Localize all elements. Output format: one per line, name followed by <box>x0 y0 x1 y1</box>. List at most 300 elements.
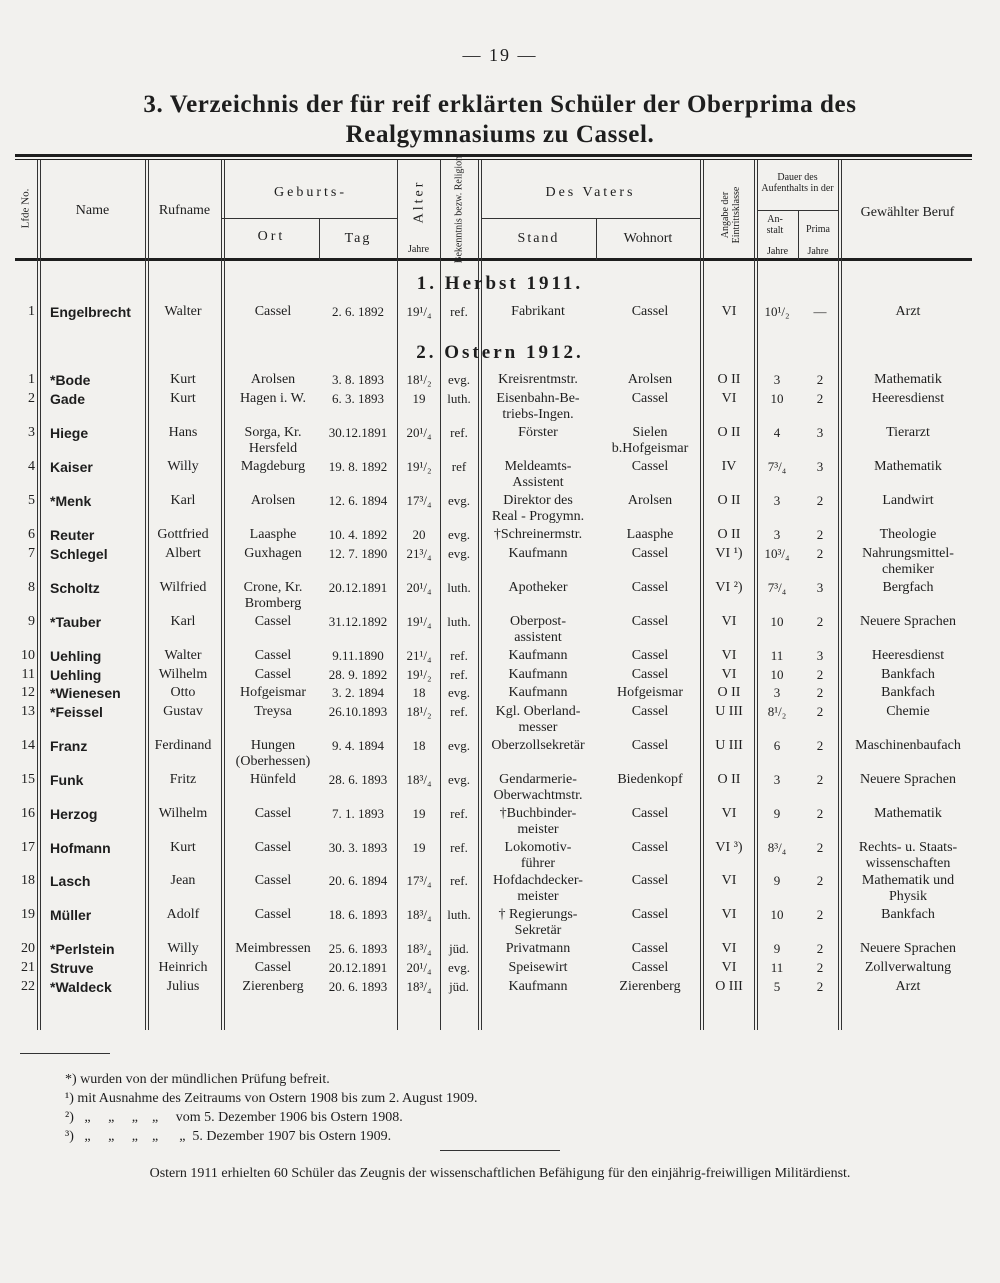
entry-class: VI <box>721 960 737 975</box>
years-in-prima: 2 <box>816 738 824 753</box>
entry-class: VI <box>721 391 737 406</box>
birth-date: 25. 6. 1893 <box>328 941 388 956</box>
father-occupation: Oberpost- assistent <box>510 614 566 645</box>
birth-place: Cassel <box>254 648 292 663</box>
student-name: *Wienesen <box>50 685 121 701</box>
father-residence: Arolsen <box>627 493 673 508</box>
entry-class: IV <box>721 459 737 474</box>
student-name: Hofmann <box>50 840 111 856</box>
first-name: Willy <box>167 459 199 474</box>
father-occupation: Oberzollsekretär <box>491 738 585 753</box>
father-occupation: Kreisrentmstr. <box>498 372 578 387</box>
birth-place: Sorga, Kr. Hersfeld <box>244 425 302 456</box>
years-in-prima: 2 <box>816 704 824 719</box>
father-occupation: Fabrikant <box>511 304 565 319</box>
age: 18 <box>412 738 426 753</box>
religion: evg. <box>447 738 471 753</box>
row-number: 16 <box>21 806 35 821</box>
table-top-rule <box>15 154 972 157</box>
chosen-career: Bankfach <box>881 907 935 922</box>
age: 18³/₄ <box>406 979 432 994</box>
header-wohnort: Wohnort <box>623 231 673 246</box>
entry-class: O II <box>717 685 741 700</box>
age: 19 <box>412 840 426 855</box>
row-number: 6 <box>28 527 35 542</box>
years-at-school: 3 <box>773 527 781 542</box>
first-name: Hans <box>168 425 198 440</box>
father-residence: Cassel <box>631 391 669 406</box>
first-name: Wilhelm <box>158 667 208 682</box>
age: 20¹/₄ <box>406 960 432 975</box>
age: 18³/₄ <box>406 907 432 922</box>
religion: luth. <box>447 907 471 922</box>
chosen-career: Landwirt <box>882 493 934 508</box>
religion: ref. <box>450 648 468 663</box>
birth-place: Guxhagen <box>244 546 302 561</box>
years-in-prima: 2 <box>816 546 824 561</box>
chosen-career: Neuere Sprachen <box>859 941 956 956</box>
father-residence: Cassel <box>631 546 669 561</box>
years-at-school: 3 <box>773 772 781 787</box>
years-in-prima: 2 <box>816 391 824 406</box>
years-in-prima: 2 <box>816 806 824 821</box>
father-residence: Cassel <box>631 806 669 821</box>
student-name: Lasch <box>50 873 91 889</box>
entry-class: VI <box>721 873 737 888</box>
years-at-school: 11 <box>770 960 784 975</box>
father-occupation: Kaufmann <box>508 667 568 682</box>
years-in-prima: 2 <box>816 527 824 542</box>
chosen-career: Tierarzt <box>886 425 930 440</box>
birth-place: Hungen (Oberhessen) <box>235 738 311 769</box>
header-lfde-no: Lfde No. <box>19 188 32 229</box>
years-at-school: 7³/₄ <box>767 580 787 595</box>
entry-class: O II <box>717 372 741 387</box>
years-in-prima: 3 <box>816 648 824 663</box>
father-occupation: Kaufmann <box>508 979 568 994</box>
birth-date: 28. 9. 1892 <box>328 667 388 682</box>
birth-date: 9.11.1890 <box>332 648 384 663</box>
years-at-school: 10¹/₂ <box>764 304 790 319</box>
entry-class: VI <box>721 667 737 682</box>
birth-place: Cassel <box>254 304 292 319</box>
age: 18 <box>412 685 426 700</box>
student-name: Engelbrecht <box>50 304 131 320</box>
father-residence: Hofgeismar <box>616 685 684 700</box>
first-name: Kurt <box>170 372 196 387</box>
header-geburts: Geburts- <box>274 185 347 200</box>
row-number: 10 <box>21 648 35 663</box>
age: 19 <box>412 806 426 821</box>
chosen-career: Bankfach <box>881 667 935 682</box>
religion: jüd. <box>449 979 469 994</box>
years-at-school: 5 <box>773 979 781 994</box>
father-occupation: †Schreinermstr. <box>493 527 583 542</box>
first-name: Otto <box>170 685 196 700</box>
header-dauer: Dauer des Aufenthalts in der <box>761 172 834 194</box>
birth-date: 3. 8. 1893 <box>332 372 384 387</box>
age: 20 <box>412 527 426 542</box>
chosen-career: Chemie <box>886 704 930 719</box>
row-number: 21 <box>21 960 35 975</box>
student-name: Uehling <box>50 648 102 664</box>
father-occupation: Hofdachdecker- meister <box>493 873 583 904</box>
header-des-vaters: Des Vaters <box>545 185 636 200</box>
chosen-career: Arzt <box>895 304 921 319</box>
first-name: Walter <box>164 648 202 663</box>
first-name: Ferdinand <box>154 738 212 753</box>
first-name: Albert <box>165 546 201 561</box>
chosen-career: Nahrungsmittel- chemiker <box>862 546 954 577</box>
entry-class: O III <box>715 979 743 994</box>
years-in-prima: — <box>813 304 827 319</box>
birth-place: Hünfeld <box>250 772 296 787</box>
years-at-school: 3 <box>773 493 781 508</box>
birth-place: Laasphe <box>249 527 297 542</box>
header-ort: Ort <box>257 229 286 244</box>
row-number: 8 <box>28 580 35 595</box>
entry-class: VI <box>721 648 737 663</box>
birth-date: 7. 1. 1893 <box>332 806 384 821</box>
entry-class: VI <box>721 304 737 319</box>
birth-place: Cassel <box>254 907 292 922</box>
entry-class: VI <box>721 806 737 821</box>
birth-date: 19. 8. 1892 <box>328 459 388 474</box>
entry-class: U III <box>715 704 743 719</box>
years-in-prima: 2 <box>816 873 824 888</box>
first-name: Gustav <box>163 704 203 719</box>
father-occupation: † Regierungs- Sekretär <box>498 907 578 938</box>
header-name: Name <box>75 203 110 218</box>
entry-class: VI ²) <box>715 580 743 595</box>
first-name: Karl <box>170 614 196 629</box>
father-residence: Arolsen <box>627 372 673 387</box>
row-number: 12 <box>21 685 35 700</box>
age: 21³/₄ <box>406 546 432 561</box>
religion: evg. <box>447 493 471 508</box>
religion: evg. <box>447 372 471 387</box>
father-residence: Cassel <box>631 704 669 719</box>
years-at-school: 9 <box>773 806 781 821</box>
father-occupation: Direktor des Real - Progymn. <box>491 493 585 524</box>
entry-class: U III <box>715 738 743 753</box>
religion: ref <box>451 459 467 474</box>
first-name: Wilhelm <box>158 806 208 821</box>
title-line-2: Realgymnasiums zu Cassel. <box>345 121 655 148</box>
row-number: 20 <box>21 941 35 956</box>
first-name: Walter <box>164 304 202 319</box>
birth-place: Hagen i. W. <box>239 391 307 406</box>
years-at-school: 10 <box>770 614 784 629</box>
religion: ref. <box>450 806 468 821</box>
footnote: ¹) mit Ausnahme des Zeitraums von Ostern 1908 bis zum 2. August 1909. <box>65 1091 478 1106</box>
father-occupation: Lokomotiv- führer <box>504 840 572 871</box>
years-at-school: 4 <box>773 425 781 440</box>
years-at-school: 7³/₄ <box>767 459 787 474</box>
age: 21¹/₄ <box>406 648 432 663</box>
father-residence: Cassel <box>631 304 669 319</box>
father-residence: Cassel <box>631 667 669 682</box>
father-residence: Laasphe <box>626 527 674 542</box>
father-occupation: Kgl. Oberland- messer <box>495 704 581 735</box>
birth-place: Cassel <box>254 806 292 821</box>
chosen-career: Theologie <box>879 527 937 542</box>
footnote: ³) „ „ „ „ „ 5. Dezember 1907 bis Ostern 1909. <box>65 1129 392 1144</box>
student-name: Scholtz <box>50 580 100 596</box>
birth-date: 31.12.1892 <box>328 614 388 629</box>
birth-date: 20. 6. 1894 <box>328 873 388 888</box>
student-name: Müller <box>50 907 92 923</box>
father-occupation: Apotheker <box>508 580 568 595</box>
father-occupation: †Buchbinder- meister <box>499 806 577 837</box>
years-at-school: 6 <box>773 738 781 753</box>
father-residence: Cassel <box>631 648 669 663</box>
footnotes <box>65 1070 478 1146</box>
first-name: Heinrich <box>158 960 208 975</box>
years-in-prima: 2 <box>816 372 824 387</box>
birth-place: Hofgeismar <box>239 685 307 700</box>
student-name: *Feissel <box>50 704 103 720</box>
birth-date: 2. 6. 1892 <box>332 304 384 319</box>
years-in-prima: 2 <box>816 772 824 787</box>
age: 17³/₄ <box>406 493 432 508</box>
age: 18¹/₂ <box>406 372 432 387</box>
father-occupation: Gendarmerie- Oberwachtmstr. <box>493 772 583 803</box>
father-residence: Cassel <box>631 960 669 975</box>
student-name: *Perlstein <box>50 941 115 957</box>
birth-date: 12. 6. 1894 <box>328 493 388 508</box>
first-name: Julius <box>166 979 200 994</box>
final-note: Ostern 1911 erhielten 60 Schüler das Zeugnis der wissenschaftlichen Befähigung für den einjährig-freiwilligen Militärdienst. <box>149 1166 851 1181</box>
years-at-school: 9 <box>773 941 781 956</box>
religion: ref. <box>450 667 468 682</box>
birth-place: Cassel <box>254 840 292 855</box>
chosen-career: Mathematik und Physik <box>861 873 955 904</box>
header-prima: Prima <box>806 224 830 235</box>
father-residence: Cassel <box>631 614 669 629</box>
father-residence: Cassel <box>631 459 669 474</box>
religion: ref. <box>450 873 468 888</box>
years-in-prima: 2 <box>816 493 824 508</box>
student-name: *Tauber <box>50 614 102 630</box>
years-at-school: 11 <box>770 648 784 663</box>
age: 17³/₄ <box>406 873 432 888</box>
chosen-career: Neuere Sprachen <box>859 614 956 629</box>
entry-class: VI <box>721 614 737 629</box>
years-at-school: 10 <box>770 667 784 682</box>
religion: luth. <box>447 614 471 629</box>
religion: ref. <box>450 704 468 719</box>
table-row <box>0 979 1000 1019</box>
age: 20¹/₄ <box>406 580 432 595</box>
page-title <box>0 90 1000 150</box>
father-occupation: Kaufmann <box>508 685 568 700</box>
religion: evg. <box>447 546 471 561</box>
father-residence: Sielen b.Hofgeismar <box>611 425 689 456</box>
father-occupation: Speisewirt <box>508 960 568 975</box>
father-occupation: Kaufmann <box>508 546 568 561</box>
row-number: 9 <box>28 614 35 629</box>
first-name: Kurt <box>170 391 196 406</box>
first-name: Adolf <box>166 907 200 922</box>
row-number: 4 <box>28 459 35 474</box>
student-name: Hiege <box>50 425 89 441</box>
religion: luth. <box>447 391 471 406</box>
years-in-prima: 2 <box>816 667 824 682</box>
student-name: *Waldeck <box>50 979 112 995</box>
birth-place: Cassel <box>254 960 292 975</box>
section-heading: 2. Ostern 1912. <box>416 342 584 363</box>
first-name: Kurt <box>170 840 196 855</box>
years-in-prima: 2 <box>816 907 824 922</box>
page-number: — 19 — <box>462 45 538 65</box>
birth-date: 10. 4. 1892 <box>328 527 388 542</box>
first-name: Jean <box>170 873 196 888</box>
father-residence: Cassel <box>631 873 669 888</box>
age: 18³/₄ <box>406 941 432 956</box>
years-in-prima: 3 <box>816 580 824 595</box>
student-name: Reuter <box>50 527 95 543</box>
chosen-career: Heeresdienst <box>871 391 945 406</box>
age: 19¹/₄ <box>406 304 432 319</box>
father-occupation: Privatmann <box>505 941 571 956</box>
religion: evg. <box>447 772 471 787</box>
final-rule <box>440 1150 560 1151</box>
row-number: 14 <box>21 738 35 753</box>
footnote: ²) „ „ „ „ vom 5. Dezember 1906 bis Ostern 1908. <box>65 1110 403 1125</box>
row-number: 15 <box>21 772 35 787</box>
row-number: 1 <box>28 304 35 319</box>
row-number: 19 <box>21 907 35 922</box>
birth-place: Arolsen <box>250 372 296 387</box>
age: 20¹/₄ <box>406 425 432 440</box>
birth-date: 6. 3. 1893 <box>332 391 384 406</box>
footnote: *) wurden von der mündlichen Prüfung befreit. <box>65 1072 330 1087</box>
birth-date: 28. 6. 1893 <box>328 772 388 787</box>
entry-class: O II <box>717 527 741 542</box>
chosen-career: Mathematik <box>874 459 942 474</box>
row-number: 22 <box>21 979 35 994</box>
religion: jüd. <box>449 941 469 956</box>
birth-place: Arolsen <box>250 493 296 508</box>
chosen-career: Heeresdienst <box>871 648 945 663</box>
table-row <box>0 304 1000 344</box>
birth-date: 3. 2. 1894 <box>332 685 384 700</box>
student-name: Uehling <box>50 667 102 683</box>
years-at-school: 8³/₄ <box>767 840 787 855</box>
years-in-prima: 2 <box>816 840 824 855</box>
age: 19¹/₂ <box>406 459 432 474</box>
years-in-prima: 2 <box>816 960 824 975</box>
father-residence: Cassel <box>631 941 669 956</box>
age: 18¹/₂ <box>406 704 432 719</box>
religion: evg. <box>447 527 471 542</box>
father-occupation: Förster <box>518 425 558 440</box>
birth-date: 12. 7. 1890 <box>328 546 388 561</box>
header-bottom-rule <box>15 258 972 261</box>
birth-place: Cassel <box>254 614 292 629</box>
entry-class: O II <box>717 772 741 787</box>
entry-class: O II <box>717 493 741 508</box>
birth-place: Zierenberg <box>242 979 304 994</box>
first-name: Gottfried <box>157 527 209 542</box>
entry-class: VI <box>721 907 737 922</box>
header-bekenntnis: Bekenntnis bezw. Religion <box>453 155 465 264</box>
birth-date: 30. 3. 1893 <box>328 840 388 855</box>
chosen-career: Mathematik <box>874 372 942 387</box>
first-name: Fritz <box>169 772 197 787</box>
row-number: 5 <box>28 493 35 508</box>
entry-class: VI <box>721 941 737 956</box>
father-residence: Cassel <box>631 907 669 922</box>
birth-place: Treysa <box>254 704 292 719</box>
birth-place: Magdeburg <box>240 459 306 474</box>
student-name: Struve <box>50 960 94 976</box>
entry-class: O II <box>717 425 741 440</box>
father-occupation: Eisenbahn-Be- triebs-Ingen. <box>496 391 580 422</box>
row-number: 2 <box>28 391 35 406</box>
header-anstalt-jahre: Jahre <box>766 246 789 257</box>
years-in-prima: 2 <box>816 614 824 629</box>
table-top-rule-thin <box>15 159 972 160</box>
years-at-school: 3 <box>773 685 781 700</box>
title-line-1: 3. Verzeichnis der für reif erklärten Schüler der Oberprima des <box>143 91 857 118</box>
header-prima-jahre: Jahre <box>807 246 829 257</box>
row-number: 17 <box>21 840 35 855</box>
chosen-career: Bergfach <box>882 580 934 595</box>
student-name: Schlegel <box>50 546 108 562</box>
row-number: 13 <box>21 704 35 719</box>
row-number: 1 <box>28 372 35 387</box>
father-occupation: Kaufmann <box>508 648 568 663</box>
first-name: Wilfried <box>159 580 207 595</box>
header-beruf: Gewählter Beruf <box>860 205 955 220</box>
section-heading: 1. Herbst 1911. <box>416 273 584 294</box>
header-alter: Alter <box>411 179 427 224</box>
row-number: 3 <box>28 425 35 440</box>
chosen-career: Arzt <box>895 979 921 994</box>
birth-place: Cassel <box>254 667 292 682</box>
student-name: *Bode <box>50 372 91 388</box>
chosen-career: Mathematik <box>874 806 942 821</box>
age: 19¹/₄ <box>406 614 432 629</box>
header-tag: Tag <box>344 231 372 246</box>
first-name: Willy <box>167 941 199 956</box>
religion: ref. <box>450 304 468 319</box>
header-alter-jahre: Jahre <box>407 244 430 255</box>
father-residence: Cassel <box>631 738 669 753</box>
years-at-school: 8¹/₂ <box>767 704 787 719</box>
chosen-career: Rechts- u. Staats- wissenschaften <box>858 840 958 871</box>
birth-date: 30.12.1891 <box>328 425 388 440</box>
birth-date: 26.10.1893 <box>328 704 388 719</box>
birth-date: 20.12.1891 <box>328 960 388 975</box>
father-residence: Zierenberg <box>619 979 681 994</box>
footnote-rule <box>20 1053 110 1054</box>
chosen-career: Zollverwaltung <box>864 960 952 975</box>
birth-date: 20. 6. 1893 <box>328 979 388 994</box>
age: 19 <box>412 391 426 406</box>
father-residence: Biedenkopf <box>617 772 683 787</box>
age: 19¹/₂ <box>406 667 432 682</box>
header-eintrittsklasse: Angabe der Eintrittsklasse <box>720 186 742 244</box>
years-in-prima: 2 <box>816 941 824 956</box>
entry-class: VI ¹) <box>715 546 743 561</box>
years-in-prima: 2 <box>816 685 824 700</box>
header-anstalt: An- stalt <box>766 214 784 236</box>
age: 18³/₄ <box>406 772 432 787</box>
religion: luth. <box>447 580 471 595</box>
